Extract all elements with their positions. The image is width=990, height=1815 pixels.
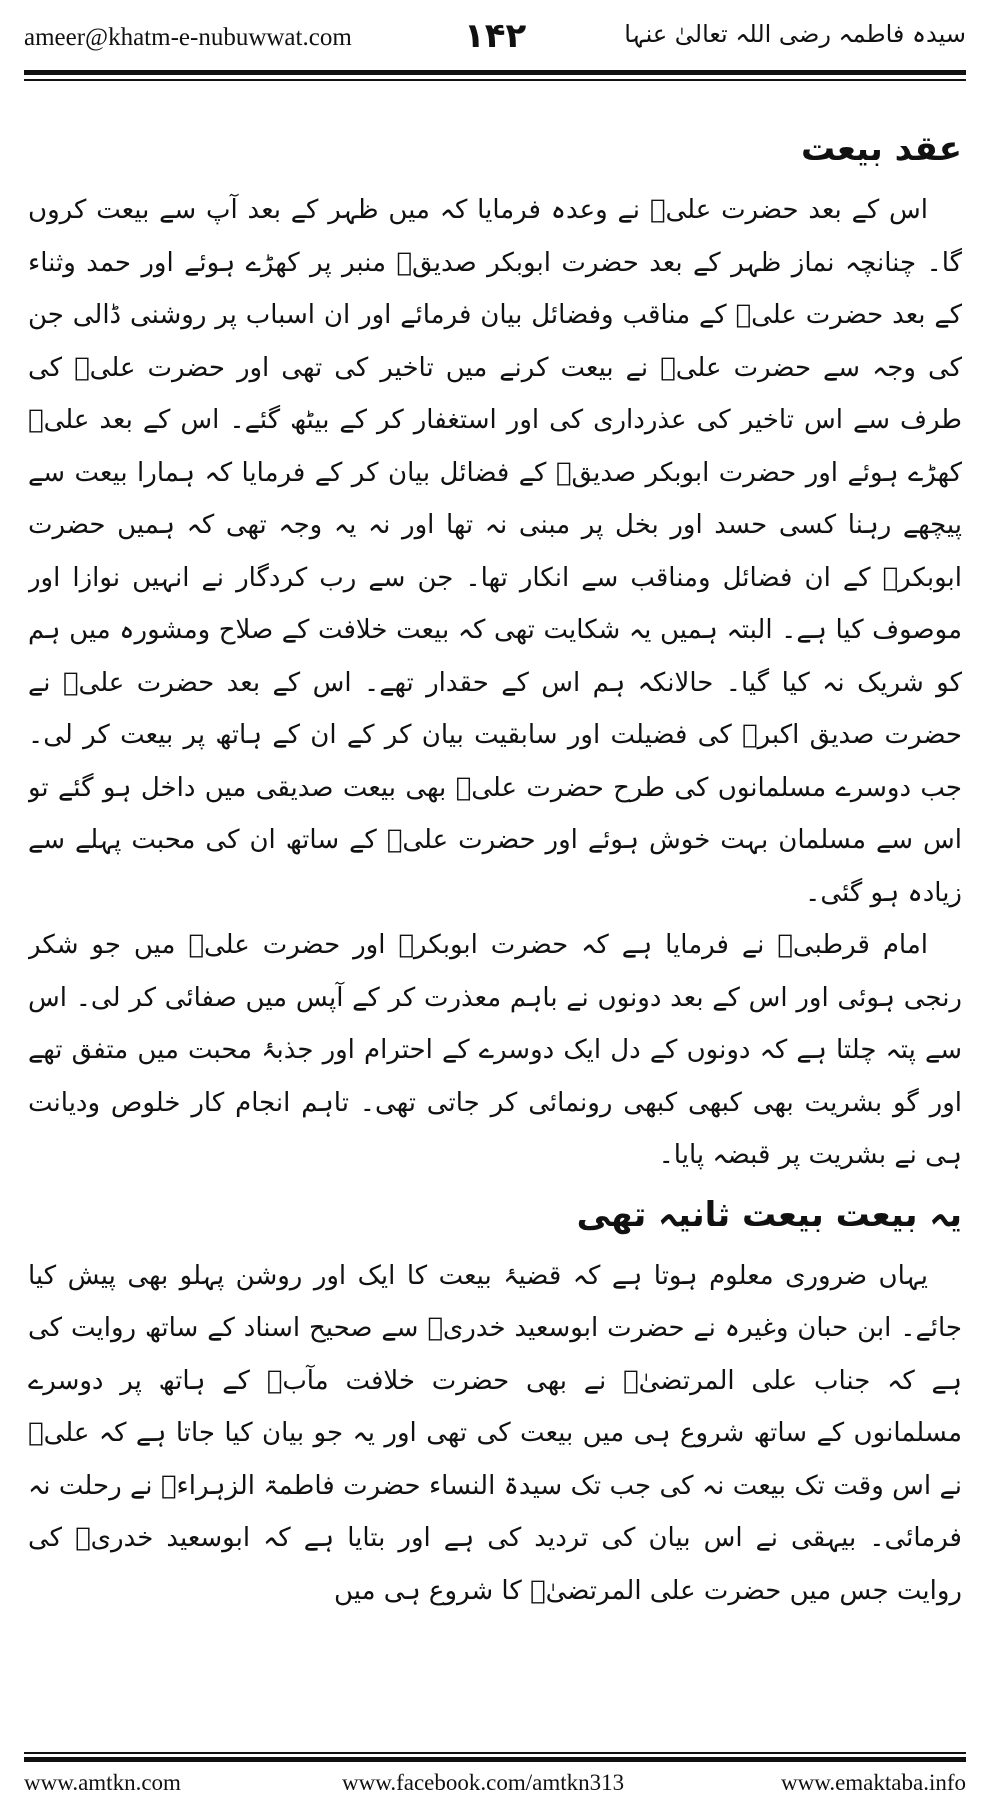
page-footer <box>24 1770 966 1804</box>
footer-link-amtkn[interactable]: www.amtkn.com <box>24 1770 181 1795</box>
page-content <box>28 122 962 1732</box>
section-heading-aqd-e-bait: عقد بیعت <box>800 129 962 169</box>
header-rule-thick <box>24 70 966 75</box>
paragraph-1: اس کے بعد حضرت علیؓ نے وعدہ فرمایا کہ میں ظہر کے بعد آپ سے بیعت کروں گا۔ چنانچہ نماز ظہر کے بعد حضرت ابوبکر صدیقؓ منبر پر کھڑے ہوئے اور حمد وثناء کے بعد حضرت علیؓ کے مناقب وفضائل بیان فرمائے اور ان اسباب پر روشنی ڈالی جن کی وجہ سے حضرت علیؓ نے بیعت کرنے میں تاخیر کی تھی اور حضرت علیؓ کی طرف سے اس تاخیر کی عذرداری کی اور استغفار کر کے بیٹھ گئے۔ اس کے بعد علیؓ کھڑے ہوئے اور حضرت ابوبکر صدیقؓ کے فضائل بیان کر کے فرمایا کہ ہمارا بیعت سے پیچھے رہنا کسی حسد اور بخل پر مبنی نہ تھا اور نہ یہ وجہ تھی کہ ہمیں حضرت ابوبکرؓ کے ان فضائل ومناقب سے انکار تھا۔ جن سے رب کردگار نے انہیں نوازا اور موصوف کیا ہے۔ البتہ ہمیں یہ شکایت تھی کہ بیعت خلافت کے صلاح ومشورہ میں ہم کو شریک نہ کیا گیا۔ حالانکہ ہم اس کے حقدار تھے۔ اس کے بعد حضرت علیؓ نے حضرت صدیق اکبرؓ کی فضیلت اور سابقیت بیان کر کے ان کے ہاتھ پر بیعت کر لی۔ جب دوسرے مسلمانوں کی طرح حضرت علیؓ بھی بیعت صدیقی میں داخل ہو گئے تو اس سے مسلمان بہت خوش ہوئے اور حضرت علیؓ کے ساتھ ان کی محبت پہلے سے زیادہ ہو گئی۔ <box>28 195 962 908</box>
paragraph-3: یہاں ضروری معلوم ہوتا ہے کہ قضیۂ بیعت کا ایک اور روشن پہلو بھی پیش کیا جائے۔ ابن حبان وغیرہ نے حضرت ابوسعید خدریؓ سے صحیح اسناد کے ساتھ روایت کی ہے کہ جناب علی المرتضیٰؓ نے بھی حضرت خلافت مآبؓ کے ہاتھ پر دوسرے مسلمانوں کے ساتھ شروع ہی میں بیعت کی تھی اور یہ جو بیان کیا جاتا ہے کہ علیؓ نے اس وقت تک بیعت نہ کی جب تک سیدۃ النساء حضرت فاطمۃ الزہراءؓ نے رحلت نہ فرمائی۔ بیہقی نے اس بیان کی تردید کی ہے اور بتایا ہے کہ ابوسعید خدریؓ کی روایت جس میں حضرت علی المرتضیٰؓ کا شروع ہی میں <box>28 1260 962 1606</box>
footer-rule-thin <box>24 1752 966 1754</box>
header-email[interactable]: ameer@khatm-e-nubuwwat.com <box>24 24 352 51</box>
page-number: ۱۴۲ <box>464 16 527 56</box>
footer-link-facebook[interactable]: www.facebook.com/amtkn313 <box>342 1770 625 1795</box>
running-title: سیدہ فاطمہ رضی اللہ تعالیٰ عنہا <box>624 20 966 48</box>
page-header <box>24 14 966 64</box>
section-heading-second-bait: یہ بیعت بیعت ثانیہ تھی <box>576 1194 962 1235</box>
footer-rule-thick <box>24 1757 966 1762</box>
paragraph-2: امام قرطبیؒ نے فرمایا ہے کہ حضرت ابوبکرؓ اور حضرت علیؓ میں جو شکر رنجی ہوئی اور اس کے بعد دونوں نے باہم معذرت کر کے آپس میں صفائی کر لی۔ اس سے پتہ چلتا ہے کہ دونوں کے دل ایک دوسرے کے احترام اور جذبۂ محبت میں متفق تھے اور گو بشریت بھی کبھی کبھی رونمائی کر جاتی تھی۔ تاہم انجام کار خلوص ودیانت ہی نے بشریت پر قبضہ پایا۔ <box>28 930 962 1170</box>
header-rule-thin <box>24 79 966 81</box>
footer-link-emaktaba[interactable]: www.emaktaba.info <box>781 1770 966 1795</box>
